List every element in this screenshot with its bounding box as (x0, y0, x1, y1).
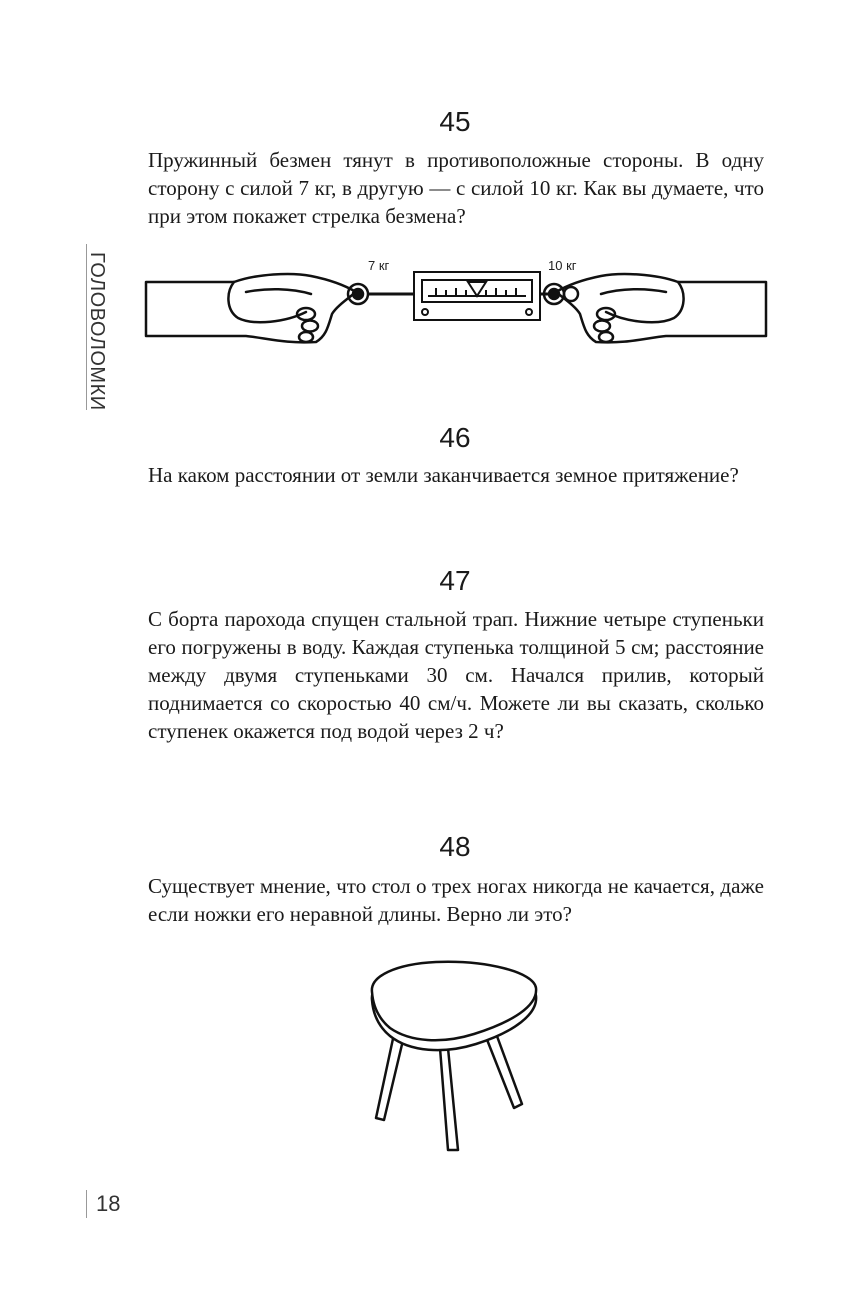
left-hand-illustration (146, 274, 368, 342)
puzzle-text-45: Пружинный безмен тянут в противоположные стороны. В одну сторону с силой 7 кг, в другую — с силой 10 кг. Как вы думаете, что при этом покажет стрелка безмена? (148, 148, 764, 228)
puzzle-number-48: 48 (439, 831, 471, 862)
stool-leg-left (376, 1034, 404, 1120)
page-number: 18 (96, 1191, 121, 1216)
puzzle-number-47: 47 (439, 565, 471, 596)
left-force-label: 7 кг (368, 258, 390, 273)
right-force-label: 10 кг (548, 258, 577, 273)
three-legged-stool-figure (366, 962, 546, 1152)
spring-scale-figure (146, 252, 766, 352)
puzzle-text-47: С борта парохода спущен стальной трап. Нижние четыре ступеньки его погружены в воду. Каждая ступенька толщиной 5 см; расстояние между двумя ступеньками 30 см. Начался прилив, который поднимается со скоростью 40 см/ч. Можете ли вы сказать, сколько ступенек окажется под водой через 2 ч? (148, 607, 764, 743)
running-head: ГОЛОВОЛОМКИ (86, 252, 108, 411)
page-number-rule (86, 1190, 87, 1218)
puzzle-text-46: На каком расстоянии от земли заканчивается земное притяжение? (148, 463, 739, 487)
scale-body (414, 272, 540, 320)
puzzle-text-48: Существует мнение, что стол о трех ногах никогда не качается, даже если ножки его неравной длины. Верно ли это? (148, 874, 764, 926)
puzzle-number-45: 45 (439, 106, 471, 137)
puzzle-number-46: 46 (439, 422, 471, 453)
stool-leg-front (440, 1048, 458, 1150)
right-hand-illustration (544, 274, 766, 342)
